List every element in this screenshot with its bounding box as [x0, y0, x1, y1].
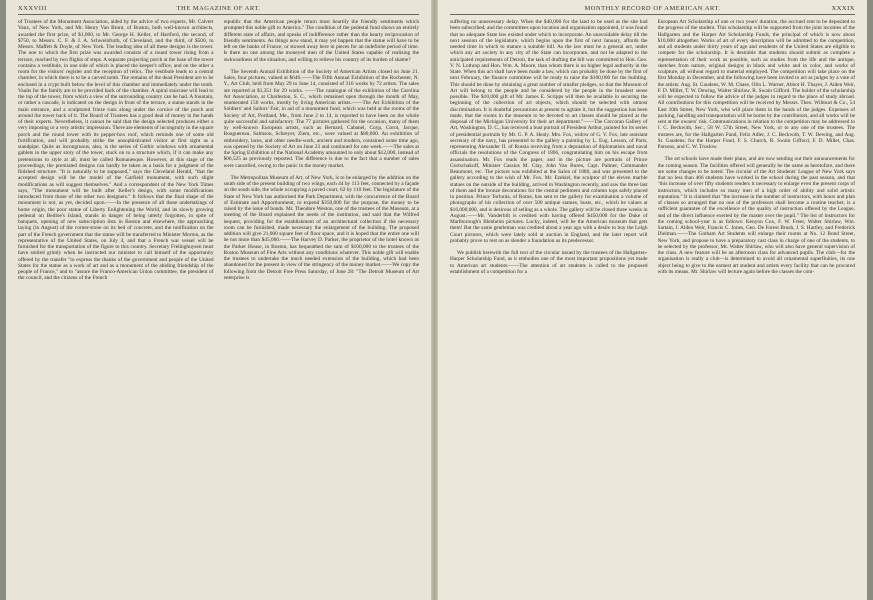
paragraph: of Trustees of the Monument Association, aided by the advice of two experts, Mr. Calvert Vaux, of New York, and Mr. Henry Van Brunt, of Boston, both well-known architects, awarded the first prize, of $1,000, to Mr. George H. Keller, of Hartford, the second, of $750, to Messrs. C. F. & J. A. Schweinfurth, of Cleveland, and the third, of $500, to Messrs. Maffett & Doyle, of New York. The leading idea of all these designs is the tower. The one to which the first prize was awarded consists of a round tower rising from a terrace, reached by two flights of steps. A separate projecting porch at the base of the tower contains a vestibule, in one side of which is placed the keeper's office, and on the other a room for the visitors' register and the reception of relics. The vestibule leads to a central chamber, in which there is to be a carved tomb. The remains of the dead President are to be enclosed in a crypt built below the level of this chamber and immediately under the tomb. Vaults for the family are to be provided back of the chamber. A spiral staircase will lead to the top of the tower, from which a view of the surrounding country can be had. A fountain, or rather a cascade, is indicated on the design in front of the terrace, a statue stands in the main entrance, and a sculptured frieze runs along under the cornice of the porch and around the tower back of it. The Board of Trustees has a good deal of money in the hands of their experts. Nevertheless, it cannot be said that the design selected produces either a very imposing or a very artistic impression. There are elements of incongruity in the square porch and the round tower with its pepper-box roof, which reminds one of some old fortification, and will probably strike the unsophisticated visitor at first sight as a standpipe. Quite as incongruous, also, is the series of Gothic windows with ornamental gablets in the upper story of the tower, stuck on to a structure which, if it can make any pretensions to style at all, must be called Romanesque. However, at this stage of the proceedings, the premiated designs can hardly be taken as a basis for a judgment of the finished structure. "It is naturally to be supposed," says the Cleveland Herald, "that the accepted design will be the model of the Garfield monument, with such slight modifications as will suggest themselves." And a correspondent of the New York Times says, "The monument will be built after Keller's design, with some modifications introduced from those of the other two designers." It follows that the final shape of the monument is not, as yet, decided upon.——In the presence of all these undertakings of home origin, the poor statue of Liberty Enlightening the World, and its slowly growing pedestal on Bedloe's Island, stands in danger of being utterly forgotten, in spite of banquets, opening of new subscription lists in Boston and elsewhere, the approaching laying (in August) of the corner-stone on its bed of concrete, and the notification on the part of the French government that the statue will be transferred to Minister Morton, as the representative of the United States, on July 4, and that a French war vessel will be furnished for the transportation of the figure to this country. Secretary Frelinghuysen must have smiled grimly when he instructed our minister to call himself of the opportunity offered by the transfer "to express the thanks of the government and people of the United States for the statue as a work of art and as a monument of the abiding friendship of the people of France," and to "assure the Franco-American Union committee, the president of the council, and the citizens of the French [18, 19, 214, 282]
right-head-rule [450, 14, 855, 15]
right-columns [450, 19, 855, 592]
paragraph: suffering no unnecessary delay. When the $40,000 for the land to be used as the site had been subscribed, and the committees upon location and organisation appointed, it was found that no adequate State law existed under which to incorporate. An unavoidable delay till the next session of the legislature, which begins upon the first of next January, affords the needed time in which to mature a suitable bill. As the law must be a general act, under which any art society in any city of the State can incorporate, and not be adapted to the anticipated requirements of Detroit, the task of drafting the bill was committed to Hon. Geo. V. N. Lothrop and Hon. Wm. A. Moore, than whom there is no higher legal authority in the State. When this act shall have been made a law, which can probably be done by the first of next February, the finance committee will be ready to raise the $100,000 for the building. This should be done by obtaining a great number of smaller pledges, so that the Museum of Art will belong to the people and be considered by the people in the broadest sense possible. The $10,000 gift of Mr. James E. Scripps will then be available in securing the beginning of the collection of art objects, which should be selected with utmost discrimination. It is doubtful precautions at present to agitate it, but the suggestion has been made, that the rooms in the museum to be devoted to art classes should be placed at the disposal of the Michigan University for their art department."——The Corcoran Gallery of Art, Washington, D. C., has received a bust portrait of President Arthur, painted for its series of presidential portraits by Mr. G. P. A. Healy. Mrs. Fox, widow of G. V. Fox, late assistant secretary of the navy, has presented to the gallery a painting by L. Eug. Lesson, of Paris, representing Alexander II. of Russia receiving from a deputation of diplomatists and naval officials the resolutions of the Congress of 1866, congratulating him on his escape from assassination. Mr. Fox reads the paper, and in the picture are portraits of Prince Gortschakoff, Minister Cassius M. Clay, John Van Buren, Capt. Palmer, Commander Beaumont, etc. The picture was exhibited at the Salon of 1880, and was presented to the gallery according to the wish of Mr. Fox. Mr. Ezekiel, the sculptor of the eleven marble statues on the outside of the building, arrived in Washington recently, and saw the three last of them and the bronze decorations for the central pediment and column tops safely placed in position. Prince Torlonia, of Rome, has sent to the gallery for examination a volume of photographs of his collection of over 500 antique statues, busts, etc., which he values at $16,000,000, and is desirous of selling as a whole. The gallery will be closed three weeks in August.——Mr. Vanderbilt is credited with having offered $450,000 for the Duke of Marlborough's Blenheim pictures. Lucky, indeed, will be the American museum that gets them! But the same gentleman was credited about a year ago with a desire to buy the Leigh Court pictures, which were lately sold at auction in England, and the later report will probably prove to rest on as slender a foundation as its predecessor. [450, 19, 648, 244]
paragraph: republic that the American people return most heartily the friendly sentiments which prompted this noble gift to America." The condition of the pedestal fund shows an entirely different state of affairs, and speaks of indifference rather than the hearty reciprocation of friendly sentiments. As things now stand, it may yet happen that the statue will have to be left on the banks of France, or stowed away here in pieces for an indefinite period of time. Is there no one among the moneyed men of the United States capable of realising the awkwardness of the situation, and willing to relieve his country of its burden of shame? [223, 19, 419, 63]
right-column-2 [658, 19, 856, 592]
left-folio: XXXVIII [18, 5, 47, 12]
right-running-title: MONTHLY RECORD OF AMERICAN ART. [584, 5, 721, 12]
paragraph: We publish herewith the full text of the circular issued by the trustees of the Hallgarten-Harper Scholarship Fund, as it embodies one of the most important propositions yet made to American art students:——The attention of art students is called to the proposed establishment of a competition for a [450, 250, 648, 275]
paragraph: The Metropolitan Museum of Art, of New York, is to be enlarged by the addition on the south side of the present building of two wings, each 44 by 113 feet, connected by a façade on the south side, the whole occupying a paved court, 62 by 110 feet. The legislature of the State of New York has authorised the Park Department, with the concurrence of the Board of Estimate and Apportionment, to expend $350,000 for the purpose, the money to be raised by the issue of bonds. Mr. Theodore Weston, one of the trustees of the Museum, at a meeting of the Board explained the needs of the institution, and said that the Wilfred bequest, providing for the establishment of an architectural collection if the necessary room can be furnished, made necessary the enlargement of the building. The proposed addition will give 21,000 square feet of floor space, and it is hoped that the entire one will be not more than $45,000.——The Harvey D. Parker, the proprietor of the hotel known as the Parker House, in Boston, has bequeathed the sum of $100,000 to the trustees of the Boston Museum of Fine Arts without any conditions whatever. This noble gift will enable the trustees to undertake the much needed extension of the building, which had been abandoned for the present in view of the stringency of the money market.——We copy the following from the Detroit Free Press Saturday, of June 28: "The Detroit Museum of Art enterprise is [223, 174, 419, 281]
paragraph: European Art Scholarship of one or two years' duration, the accrued rent to be deposited to the progress of the student. This scholarship will be supported from the joint incomes of the Hallgarten and the Harper Art Scholarship Funds, the principal of which is now about $10,000 altogether. Works of art of every description will be admitted to the competition, and all students under thirty years of age and residents of the United States are eligible to compete for the scholarship. It is desirable that students should submit as complete a representation of their work as possible, such as studies from the life and the antique, sketches from nature, original designs in black and white and in color, and works of sculpture, all without regard to material employed. The competition will take place on the first Monday in December, and the following have been invited to act as judges by a vote of the artists: Aug. St. Gaudens, W. M. Chase, Olin L. Warner, Abbot H. Thayer, J. Alden Weir, F. D. Millet, T. W. Dewing, Walter Shirlaw, R. Swain Gifford. The holder of the scholarship will be expected to follow the advice of the judges in regard to the place of study abroad. All contributions for this competition will be received by Messrs. Theo. Wilmurt & Co., 54 East 10th Street, New York, who will place them in the hands of the judges. Expenses of packing, handling and transportation will be borne by the contributors, and all works will be sent at the owners' risk. Communications in relation to the competition may be addressed to J. C. Beckwith, Sec., 58 W. 57th Street, New York, or to any one of the trustees. The trustees are, for the Hallgarten Fund, Felix Adler, J. C. Beckwith, T. W. Dewing, and Aug. St. Gaudens; for the Harper Fund, F. S. Church, R. Swain Gifford, F. D. Millet, Chas. Parsons, and C. W. Truslow. [657, 19, 855, 150]
paragraph: The art schools have made their plans, and are now sending out their announcements for the coming season. The facilities offered will generally be the same as heretofore, and there are some changes to be noted. The circular of the Art Students' League of New York says that no less than 466 students have worked in the school during the past season, and that "this increase of over fifty students renders it necessary to enlarge even the present corps of instructors, which includes so many men of a high order of ability and solid artistic reputation." It is claimed that "the increase in the number of instructors, with hours and plan of classes so arranged that no one of the professors shall become a routine teacher, is a sufficient guarantee of the excellence of the quality of instruction offered by the League, and of the direct influence exerted by the master over the pupil." The list of instructors for the coming school-year is as follows: Kenyon Cox, F. W. Freer, Walter Shirlaw, Wm. Sartain, J. Alden Weir, Francis C. Jones, Geo. De Forest Brush, J. S. Hartley, and Frederick Dielman.——The Gotham Art Students will enlarge their rooms at No. 12 Bond Street, New York, and propose to have a preparatory cast class in charge of one of the students, to be selected by the professor, Mr. Walter Shirlaw, who will also have general supervision of the class. A new feature will be an afternoon class for advanced pupils. The club—for the organisation is really a club—is determined to avoid all ornamental superfluities, its one object being to give to the earnest art student and artists every facility that can be procured with its means. Mr. Shirlaw will lecture again before the classes the com- [657, 156, 855, 275]
book-gutter [431, 0, 438, 600]
left-column-1 [18, 19, 214, 592]
right-margin-background [867, 0, 873, 600]
right-page [438, 0, 867, 600]
right-folio: XXXIX [831, 5, 855, 12]
left-head-rule [18, 14, 419, 15]
paragraph: The Seventh Annual Exhibition of the Society of American Artists closed on June 21. Sales, four pictures, valued at $646.——The Fifth Annual Exhibition of the Rochester, N. Y., Art Club, held from May 29 to June 14, consisted of 316 works by 72 artists. The sales are reported at $1,351 for 29 works. ——The catalogue of the exhibition of the Carolina Art Association, at Charleston, S. C., which remained open through the month of May, enumerated 150 works, mostly by living American artists.——The Art Exhibition of the Soldiers' and Sailors' Fair, in aid of a monument fund, which was held at the rooms of the Society of Art, Portland, Me., from June 2 to 14, is reported to have been on the whole quite successful and satisfactory. The 77 pictures gathered for the occasion, many of them by well-known European artists, such as Bernard, Cabanel, Cuyp, Corot, Jacque, Bouguereau, Salmson, Schreyer, Ziem, etc., were valued at $80,000. An exhibition of embroidery, laces, and other needle-work, ancient and modern, contained some time ago, was opened by the Society of Art on June 23 and continued for one week.——The sales at the Spring Exhibition of the National Academy amounted to only about $12,000, instead of $06,525 as previously reported. The difference is due to the fact that a number of sales were cancelled, owing to the panic in the money market. [223, 68, 419, 169]
left-columns [18, 19, 419, 592]
left-running-title: THE MAGAZINE OF ART. [176, 5, 261, 12]
right-column-1 [450, 19, 648, 592]
left-page [6, 0, 432, 600]
left-column-2 [224, 19, 420, 592]
